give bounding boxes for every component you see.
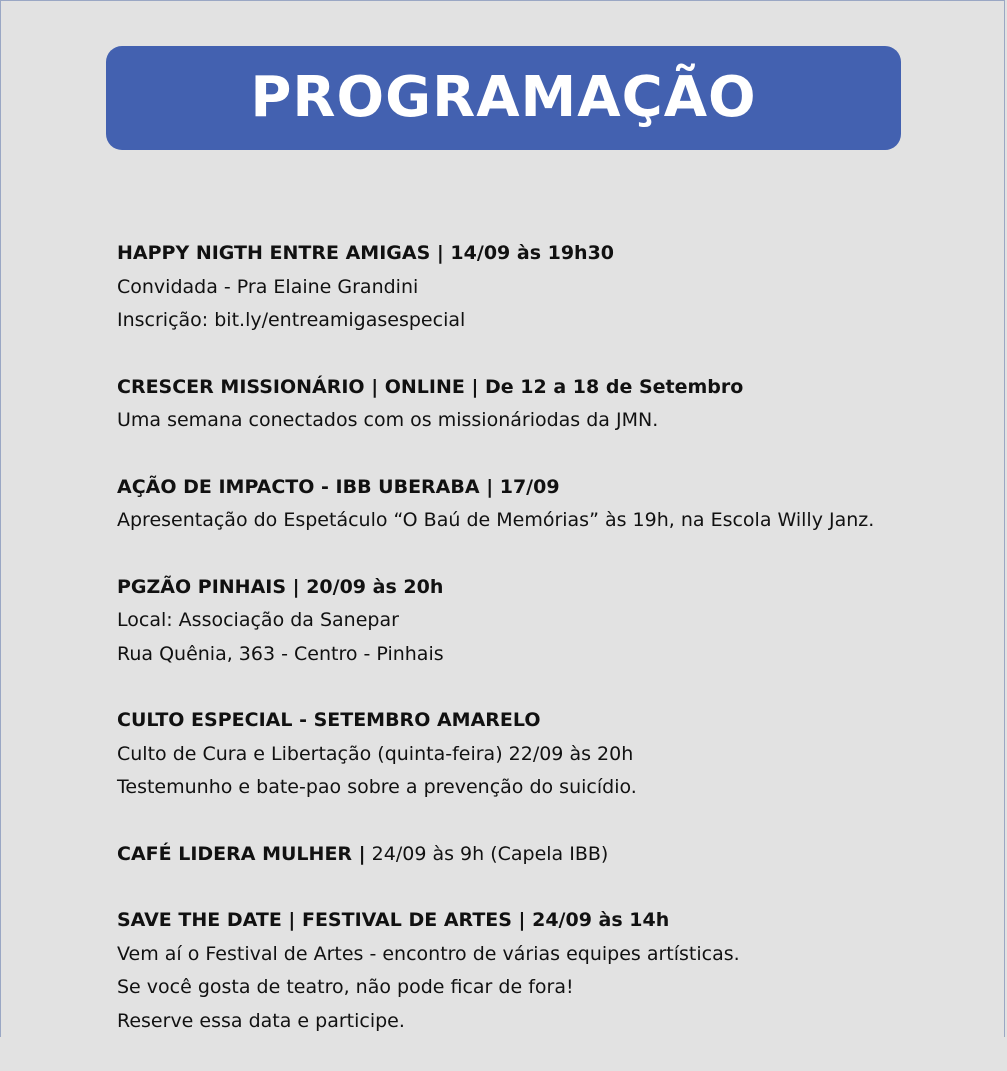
event-happy-night: [117, 237, 987, 338]
event-detail: Convidada - Pra Elaine Grandini: [117, 275, 419, 298]
page-title: PROGRAMAÇÃO: [250, 65, 757, 130]
event-heading: AÇÃO DE IMPACTO - IBB UBERABA | 17/09: [117, 475, 560, 498]
event-pgzao-pinhais: [117, 571, 987, 672]
event-detail: Apresentação do Espetáculo “O Baú de Memórias” às 19h, na Escola Willy Janz.: [117, 509, 875, 531]
event-detail: Local: Associação da Sanepar: [117, 609, 399, 631]
event-cafe-lidera-mulher: [117, 838, 987, 872]
event-heading-detail: 24/09 às 9h (Capela IBB): [365, 842, 609, 865]
event-heading: SAVE THE DATE | FESTIVAL DE ARTES | 24/09 às 14h: [117, 909, 670, 931]
event-heading: CULTO ESPECIAL - SETEMBRO AMARELO: [117, 709, 541, 731]
event-acao-de-impacto: [117, 471, 987, 538]
event-culto-especial: [117, 704, 987, 805]
event-heading: HAPPY NIGTH ENTRE AMIGAS | 14/09 às 19h30: [117, 242, 615, 264]
event-heading: CAFÉ LIDERA MULHER |: [117, 842, 366, 865]
title-banner: [106, 46, 901, 150]
event-save-the-date: [117, 904, 987, 1038]
event-crescer-missionario: [117, 371, 987, 438]
event-detail: Rua Quênia, 363 - Centro - Pinhais: [117, 642, 444, 665]
event-heading: CRESCER MISSIONÁRIO | ONLINE | De 12 a 18 de Setembro: [117, 375, 744, 398]
event-detail: Vem aí o Festival de Artes - encontro de várias equipes artísticas.: [117, 942, 740, 965]
event-detail: Reserve essa data e participe.: [117, 1009, 405, 1032]
event-detail: Culto de Cura e Libertação (quinta-feira) 22/09 às 20h: [117, 742, 634, 765]
event-detail: Se você gosta de teatro, não pode ficar de fora!: [117, 976, 574, 998]
event-heading-row: [117, 838, 987, 872]
program-list: [117, 237, 987, 1071]
event-detail: Testemunho e bate-pao sobre a prevenção do suicídio.: [117, 776, 637, 798]
event-heading: PGZÃO PINHAIS | 20/09 às 20h: [117, 575, 444, 598]
event-detail: Inscrição: bit.ly/entreamigasespecial: [117, 309, 466, 331]
event-detail: Uma semana conectados com os missionáriodas da JMN.: [117, 409, 659, 431]
